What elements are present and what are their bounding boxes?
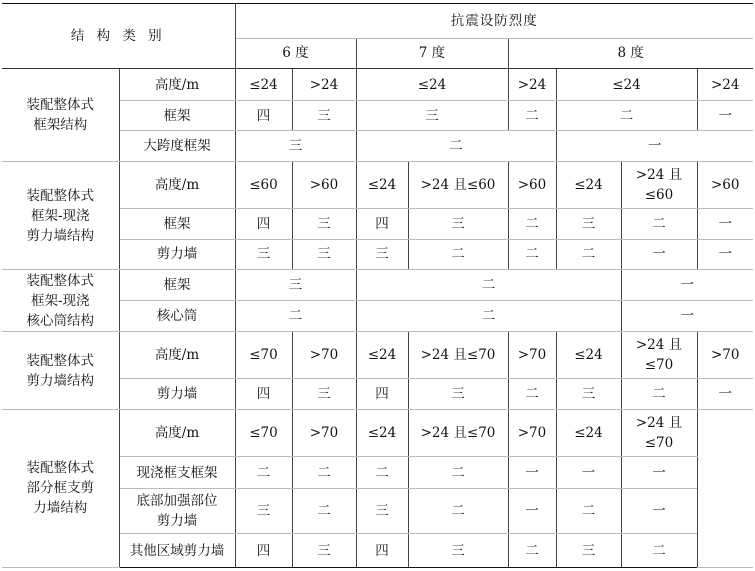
- cell: >24 且≤70: [408, 409, 508, 456]
- cell: 二: [235, 301, 356, 332]
- row-label-core-tube: 核心筒: [119, 301, 235, 332]
- row-label-shear-wall: 剪力墙: [119, 239, 235, 270]
- row-label-large-span-frame: 大跨度框架: [119, 131, 235, 162]
- cell: >24 且 ≤70: [621, 409, 697, 456]
- cell: ≤24: [356, 162, 408, 209]
- cell: 二: [408, 456, 508, 489]
- row-label-frame: 框架: [119, 208, 235, 239]
- cell: 二: [621, 379, 697, 410]
- row-label-height: 高度/m: [119, 69, 235, 101]
- cell: ≤24: [356, 332, 408, 379]
- seismic-grade-table: [2, 3, 753, 568]
- cell: 三: [235, 239, 292, 270]
- row-label-cast-frame-support: 现浇框支框架: [119, 456, 235, 489]
- cell: 四: [235, 208, 292, 239]
- cell: 二: [356, 301, 621, 332]
- cell: >60: [508, 162, 556, 209]
- cell: 三: [356, 239, 408, 270]
- group-label-frame-structure: 装配整体式 框架结构: [2, 69, 119, 162]
- cell: 二: [508, 239, 556, 270]
- cell: 二: [356, 270, 621, 301]
- cell: 三: [556, 534, 621, 568]
- cell: ≤60: [235, 162, 292, 209]
- row-label-frame: 框架: [119, 100, 235, 131]
- cell: ≤24: [235, 69, 292, 101]
- cell: 三: [408, 208, 508, 239]
- cell: 三: [235, 131, 356, 162]
- cell: 三: [556, 208, 621, 239]
- cell: 四: [235, 534, 292, 568]
- cell: 二: [235, 456, 292, 489]
- cell: 二: [556, 239, 621, 270]
- cell: >24 且 ≤60: [621, 162, 697, 209]
- cell: 三: [292, 208, 356, 239]
- cell: 三: [408, 534, 508, 568]
- cell: ≤24: [556, 409, 621, 456]
- cell: ≤70: [235, 332, 292, 379]
- cell: 一: [508, 456, 556, 489]
- cell: >24: [697, 69, 753, 101]
- cell: >60: [697, 162, 753, 209]
- cell: 四: [356, 534, 408, 568]
- cell: 四: [356, 208, 408, 239]
- cell: >70: [292, 409, 356, 456]
- cell: 一: [621, 301, 753, 332]
- cell: ≤24: [556, 162, 621, 209]
- cell: ≤24: [356, 409, 408, 456]
- cell: 一: [621, 239, 697, 270]
- cell: 二: [292, 489, 356, 534]
- cell: 一: [621, 456, 697, 489]
- cell: 一: [697, 100, 753, 131]
- cell: 三: [356, 100, 508, 131]
- cell: >70: [508, 409, 556, 456]
- cell: 二: [556, 100, 697, 131]
- header-structure-category: 结 构 类 别: [2, 4, 235, 69]
- cell: 二: [408, 239, 508, 270]
- cell: 一: [697, 379, 753, 410]
- cell: >60: [292, 162, 356, 209]
- cell: 二: [292, 456, 356, 489]
- cell: >24: [508, 69, 556, 101]
- cell: 一: [508, 489, 556, 534]
- cell: 一: [697, 239, 753, 270]
- cell: 三: [556, 379, 621, 410]
- header-7-degree: 7 度: [356, 38, 508, 69]
- cell: 三: [292, 379, 356, 410]
- cell: >70: [508, 332, 556, 379]
- header-8-degree: 8 度: [508, 38, 753, 69]
- cell: 三: [292, 534, 356, 568]
- cell: 二: [356, 131, 556, 162]
- cell: ≤70: [235, 409, 292, 456]
- cell: 三: [292, 100, 356, 131]
- cell: 四: [235, 100, 292, 131]
- row-label-height: 高度/m: [119, 162, 235, 209]
- cell: 二: [508, 534, 556, 568]
- cell: ≤24: [556, 69, 697, 101]
- cell: 四: [356, 379, 408, 410]
- cell: 二: [621, 534, 697, 568]
- cell: ≤24: [556, 332, 621, 379]
- group-label-frame-core-tube: 装配整体式 框架-现浇 核心筒结构: [2, 270, 119, 332]
- cell: >70: [697, 332, 753, 379]
- cell: >24 且 ≤70: [621, 332, 697, 379]
- cell: 三: [408, 379, 508, 410]
- cell: 二: [408, 489, 508, 534]
- row-label-shear-wall: 剪力墙: [119, 379, 235, 410]
- cell: 三: [292, 239, 356, 270]
- cell: 一: [556, 131, 753, 162]
- cell: 二: [356, 456, 408, 489]
- cell: >70: [292, 332, 356, 379]
- cell: 二: [556, 489, 621, 534]
- cell: 三: [235, 270, 356, 301]
- row-label-height: 高度/m: [119, 332, 235, 379]
- row-label-height: 高度/m: [119, 409, 235, 456]
- header-seismic-intensity: 抗震设防烈度: [235, 4, 753, 39]
- header-6-degree: 6 度: [235, 38, 356, 69]
- cell: 一: [621, 270, 753, 301]
- row-label-frame: 框架: [119, 270, 235, 301]
- row-label-other-area-shear-wall: 其他区域剪力墙: [119, 534, 235, 568]
- cell: >24: [292, 69, 356, 101]
- empty-cell: [697, 409, 753, 567]
- cell: 四: [235, 379, 292, 410]
- group-label-frame-shear-wall: 装配整体式 框架-现浇 剪力墙结构: [2, 162, 119, 270]
- cell: 二: [508, 100, 556, 131]
- cell: 二: [508, 208, 556, 239]
- cell: 一: [697, 208, 753, 239]
- cell: 一: [621, 489, 697, 534]
- row-label-bottom-strengthened-shear-wall: 底部加强部位 剪力墙: [119, 489, 235, 534]
- cell: 二: [508, 379, 556, 410]
- cell: >24 且≤60: [408, 162, 508, 209]
- group-label-partial-frame-supported-shear-wall: 装配整体式 部分框支剪 力墙结构: [2, 409, 119, 567]
- cell: 三: [235, 489, 292, 534]
- cell: >24 且≤70: [408, 332, 508, 379]
- cell: 二: [621, 208, 697, 239]
- cell: 一: [556, 456, 621, 489]
- cell: ≤24: [356, 69, 508, 101]
- cell: 三: [356, 489, 408, 534]
- group-label-shear-wall-structure: 装配整体式 剪力墙结构: [2, 332, 119, 410]
